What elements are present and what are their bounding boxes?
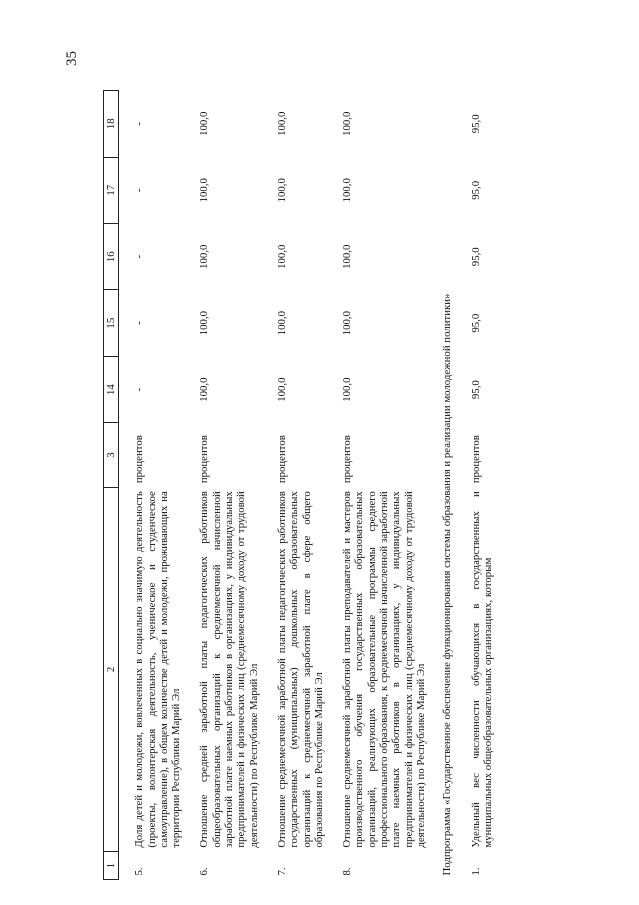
row-value: - [133,321,146,325]
row-value: 100,0 [275,178,288,203]
header-row [104,91,119,880]
row-value: 100,0 [275,377,288,402]
row-unit: процентов [133,435,146,484]
header-cell: 17 [104,157,119,223]
row-value: - [133,254,146,259]
table-row [184,91,261,880]
header-cell: 3 [104,423,119,487]
row-unit: процентов [198,435,211,484]
row-unit: процентов [275,435,288,484]
row-value: 95,0 [469,114,482,134]
row-number: 1. [469,867,482,876]
header-cell: 18 [104,91,119,158]
row-number: 8. [341,867,354,876]
row-text: Доля детей и молодежи, вовлеченных в социально значимую деятельность (проекты, волонтерская деятельность, ученическое и студенческое самоуправление), в общем количестве детей и молодежи, проживающих на территории Республики Марий Эл [133,491,183,848]
row-value: 100,0 [341,178,354,203]
row-value: 95,0 [469,247,482,267]
indicators-table [103,90,496,880]
header-cell: 14 [104,356,119,422]
landscape-sheet [103,80,573,880]
table-row [327,91,429,880]
row-value: - [133,387,146,392]
row-value: 100,0 [341,111,354,136]
row-value: 100,0 [341,244,354,269]
row-value: 100,0 [275,311,288,336]
row-text: Отношение средней заработной платы педагогических работников общеобразовательных организаций к среднемесячной начисленной заработной плате наемных работников в организациях, у индивидуальных предпринимателей и физических лиц (среднемесячному доходу от трудовой деятельности) по Республике Марий Эл [198,491,260,848]
row-number: 7. [275,867,288,876]
header-cell: 16 [104,224,119,290]
row-value: 95,0 [469,380,482,400]
row-text: Отношение среднемесячной заработной платы педагогических работников государственных (муниципальных) дошкольных образовательных организаций к среднемесячной заработной плате в сфере общего образования по Республике Марий Эл [275,491,325,848]
row-value: 100,0 [198,111,211,136]
table-row [456,91,497,880]
row-value: 100,0 [198,178,211,203]
subprogram-title: Подпрограмма «Государственное обеспечение функционирования системы образования и реализации молодежной политики» [441,293,454,876]
row-number: 5. [133,867,146,876]
row-value: 100,0 [198,244,211,269]
row-value: 100,0 [198,311,211,336]
row-unit: процентов [341,435,354,484]
row-value: 100,0 [341,311,354,336]
header-cell: 1 [104,852,119,880]
header-cell: 2 [104,487,119,851]
row-value: 100,0 [275,244,288,269]
row-value: 100,0 [341,377,354,402]
row-text: Отношение среднемесячной заработной платы преподавателей и мастеров производственного обучения государственных образовательных организаций, реализующих образовательные программы среднего профессионального образования, к среднемесячной начисленной заработной плате наемных работников в организациях, у индивидуальных предпринимателей и физических лиц (среднемесячному доходу от трудовой деятельности) по Республике Марий Эл [341,491,427,848]
row-value: - [133,121,146,126]
row-value: 100,0 [275,111,288,136]
subprogram-row [429,91,455,880]
row-value: 95,0 [469,180,482,200]
header-cell: 15 [104,290,119,356]
row-number: 6. [198,867,211,876]
row-value: 100,0 [198,377,211,402]
page-number: 35 [64,51,80,66]
row-value: - [133,188,146,193]
row-text: Удельный вес численности обучающихся в государственных и муниципальных общеобразовательных организациях, которым [469,491,494,848]
table-row [262,91,327,880]
row-unit: процентов [469,435,482,484]
row-value: 95,0 [469,313,482,333]
table-row [119,91,185,880]
